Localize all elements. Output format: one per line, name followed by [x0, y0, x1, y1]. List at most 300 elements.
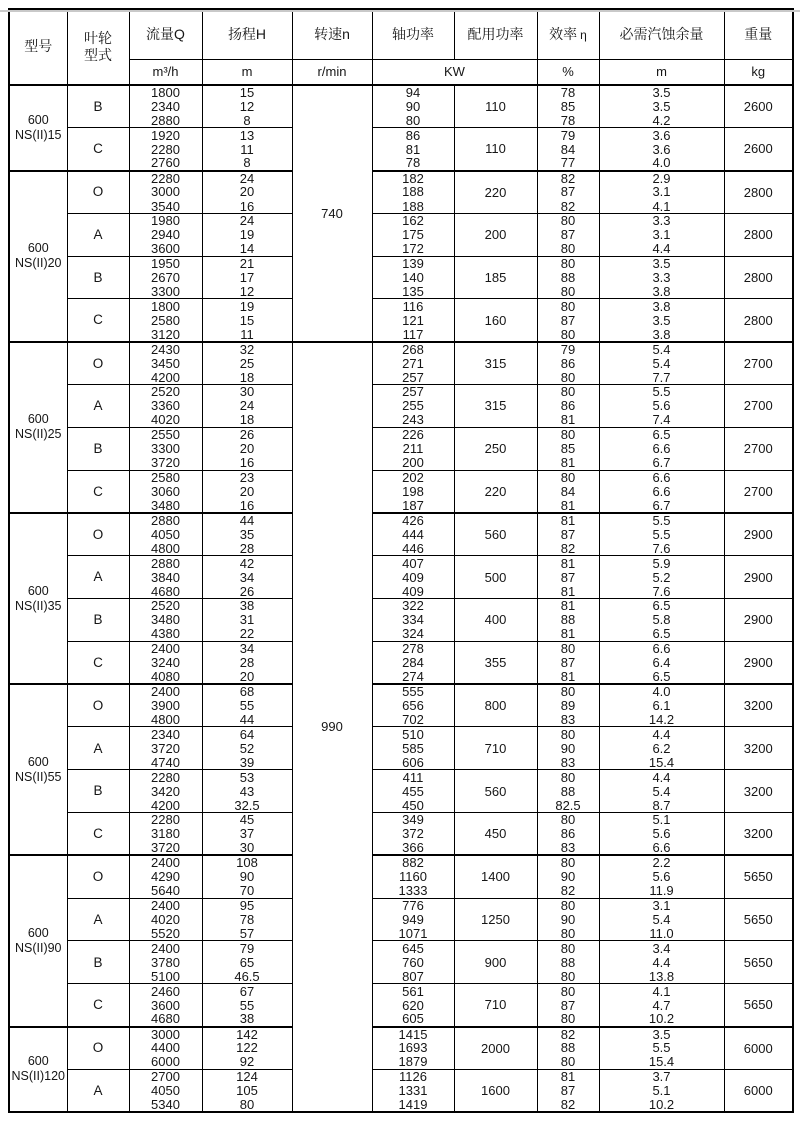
npsh-value: 7.4: [599, 413, 724, 427]
spec-row: [9, 599, 793, 613]
weight-cell: 2600: [724, 128, 793, 171]
npsh-value: 4.4: [599, 955, 724, 969]
efficiency-value: 85: [537, 99, 599, 113]
impeller-cell: A: [67, 1069, 129, 1112]
flow-value: 3450: [129, 356, 202, 370]
impeller-cell: O: [67, 1027, 129, 1070]
head-value: 68: [202, 684, 292, 698]
weight-cell: 2900: [724, 513, 793, 556]
head-value: 20: [202, 484, 292, 498]
rated-power-cell: 710: [454, 984, 537, 1027]
header-row-labels: [9, 9, 793, 59]
npsh-value: 4.0: [599, 684, 724, 698]
impeller-cell: O: [67, 855, 129, 898]
shaft-power-value: 243: [372, 413, 454, 427]
flow-value: 4800: [129, 713, 202, 727]
shaft-power-value: 121: [372, 313, 454, 327]
npsh-value: 5.6: [599, 870, 724, 884]
spec-row: [9, 427, 793, 441]
npsh-value: 6.6: [599, 841, 724, 855]
spec-row: [9, 213, 793, 227]
rated-power-cell: 355: [454, 641, 537, 684]
flow-value: 5640: [129, 884, 202, 898]
npsh-value: 3.7: [599, 1069, 724, 1083]
rated-power-cell: 400: [454, 599, 537, 642]
head-value: 8: [202, 114, 292, 128]
flow-value: 3720: [129, 841, 202, 855]
flow-value: 4740: [129, 755, 202, 769]
npsh-value: 14.2: [599, 713, 724, 727]
shaft-power-value: 257: [372, 370, 454, 384]
shaft-power-value: 444: [372, 527, 454, 541]
npsh-value: 3.3: [599, 213, 724, 227]
unit-efficiency: %: [537, 59, 599, 85]
npsh-value: 5.8: [599, 613, 724, 627]
shaft-power-value: 555: [372, 684, 454, 698]
rated-power-cell: 220: [454, 171, 537, 214]
npsh-value: 6.6: [599, 470, 724, 484]
efficiency-value: 80: [537, 684, 599, 698]
npsh-value: 2.9: [599, 171, 724, 185]
weight-cell: 2600: [724, 85, 793, 128]
shaft-power-value: 1419: [372, 1098, 454, 1112]
flow-value: 3000: [129, 1027, 202, 1041]
npsh-value: 6.5: [599, 599, 724, 613]
npsh-value: 13.8: [599, 969, 724, 983]
col-header-weight: 重量: [724, 9, 793, 59]
shaft-power-value: 620: [372, 998, 454, 1012]
flow-value: 3780: [129, 955, 202, 969]
shaft-power-value: 334: [372, 613, 454, 627]
head-value: 28: [202, 656, 292, 670]
impeller-cell: C: [67, 641, 129, 684]
shaft-power-value: 116: [372, 299, 454, 313]
weight-cell: 6000: [724, 1069, 793, 1112]
npsh-value: 2.2: [599, 855, 724, 869]
efficiency-value: 81: [537, 627, 599, 641]
efficiency-value: 90: [537, 741, 599, 755]
shaft-power-value: 188: [372, 185, 454, 199]
shaft-power-value: 702: [372, 713, 454, 727]
flow-value: 3720: [129, 741, 202, 755]
efficiency-value: 82: [537, 1098, 599, 1112]
npsh-value: 6.2: [599, 741, 724, 755]
efficiency-value: 80: [537, 370, 599, 384]
efficiency-value: 81: [537, 670, 599, 684]
flow-value: 2880: [129, 114, 202, 128]
head-value: 31: [202, 613, 292, 627]
weight-cell: 2700: [724, 470, 793, 513]
npsh-value: 6.6: [599, 442, 724, 456]
shaft-power-value: 182: [372, 171, 454, 185]
npsh-value: 10.2: [599, 1012, 724, 1026]
efficiency-value: 80: [537, 242, 599, 256]
col-header-efficiency: [537, 9, 599, 59]
head-value: 14: [202, 242, 292, 256]
weight-cell: 2700: [724, 385, 793, 428]
shaft-power-value: 426: [372, 513, 454, 527]
npsh-value: 11.0: [599, 927, 724, 941]
shaft-power-value: 135: [372, 285, 454, 299]
head-value: 17: [202, 270, 292, 284]
flow-value: 6000: [129, 1055, 202, 1069]
flow-value: 2580: [129, 470, 202, 484]
head-value: 80: [202, 1098, 292, 1112]
rated-power-cell: 220: [454, 470, 537, 513]
head-value: 8: [202, 156, 292, 170]
spec-row: [9, 1027, 793, 1041]
npsh-value: 6.5: [599, 627, 724, 641]
head-value: 55: [202, 998, 292, 1012]
shaft-power-value: 198: [372, 484, 454, 498]
flow-value: 3900: [129, 698, 202, 712]
shaft-power-value: 200: [372, 456, 454, 470]
shaft-power-value: 882: [372, 855, 454, 869]
npsh-value: 3.4: [599, 941, 724, 955]
rated-power-cell: 450: [454, 813, 537, 856]
flow-value: 3300: [129, 285, 202, 299]
rated-power-cell: 900: [454, 941, 537, 984]
shaft-power-value: 409: [372, 584, 454, 598]
weight-cell: 3200: [724, 727, 793, 770]
model-code: NS(II)120: [11, 1069, 65, 1084]
shaft-power-value: 81: [372, 142, 454, 156]
head-value: 34: [202, 570, 292, 584]
npsh-value: 4.4: [599, 770, 724, 784]
head-value: 38: [202, 599, 292, 613]
spec-row: [9, 684, 793, 698]
head-value: 16: [202, 199, 292, 213]
flow-value: 2580: [129, 313, 202, 327]
impeller-cell: B: [67, 599, 129, 642]
impeller-cell: O: [67, 684, 129, 727]
flow-value: 4050: [129, 527, 202, 541]
impeller-cell: O: [67, 513, 129, 556]
impeller-cell: C: [67, 128, 129, 171]
weight-cell: 2800: [724, 171, 793, 214]
weight-cell: 3200: [724, 770, 793, 813]
efficiency-value: 80: [537, 299, 599, 313]
npsh-value: 3.8: [599, 285, 724, 299]
spec-row: [9, 641, 793, 655]
flow-value: 4290: [129, 870, 202, 884]
spec-row: [9, 1069, 793, 1083]
impeller-cell: B: [67, 85, 129, 128]
head-value: 52: [202, 741, 292, 755]
flow-value: 5520: [129, 927, 202, 941]
rated-power-cell: 560: [454, 513, 537, 556]
impeller-cell: O: [67, 342, 129, 385]
col-header-shaft-power: 轴功率: [372, 9, 454, 59]
head-value: 64: [202, 727, 292, 741]
weight-cell: 2700: [724, 427, 793, 470]
flow-value: 5340: [129, 1098, 202, 1112]
npsh-value: 5.9: [599, 556, 724, 570]
flow-value: 2760: [129, 156, 202, 170]
rated-power-cell: 200: [454, 213, 537, 256]
head-value: 30: [202, 841, 292, 855]
efficiency-value: 87: [537, 185, 599, 199]
efficiency-value: 81: [537, 584, 599, 598]
efficiency-value: 84: [537, 484, 599, 498]
flow-value: 2340: [129, 727, 202, 741]
head-value: 57: [202, 927, 292, 941]
npsh-value: 3.6: [599, 128, 724, 142]
shaft-power-value: 605: [372, 1012, 454, 1026]
efficiency-value: 83: [537, 841, 599, 855]
impeller-cell: A: [67, 385, 129, 428]
weight-cell: 5650: [724, 984, 793, 1027]
impeller-cell: C: [67, 984, 129, 1027]
npsh-value: 5.6: [599, 399, 724, 413]
npsh-value: 15.4: [599, 755, 724, 769]
efficiency-value: 82: [537, 884, 599, 898]
head-value: 32: [202, 342, 292, 356]
flow-value: 5100: [129, 969, 202, 983]
head-value: 16: [202, 456, 292, 470]
npsh-value: 3.1: [599, 185, 724, 199]
head-value: 46.5: [202, 969, 292, 983]
shaft-power-value: 78: [372, 156, 454, 170]
shaft-power-value: 949: [372, 912, 454, 926]
spec-row: [9, 256, 793, 270]
unit-npsh: m: [599, 59, 724, 85]
efficiency-value: 80: [537, 1055, 599, 1069]
shaft-power-value: 1415: [372, 1027, 454, 1041]
model-series: 600: [27, 925, 49, 940]
flow-value: 2700: [129, 1069, 202, 1083]
weight-cell: 5650: [724, 855, 793, 898]
impeller-cell: O: [67, 171, 129, 214]
efficiency-value: 88: [537, 613, 599, 627]
rated-power-cell: 315: [454, 385, 537, 428]
efficiency-value: 80: [537, 470, 599, 484]
head-value: 42: [202, 556, 292, 570]
flow-value: 3180: [129, 827, 202, 841]
head-value: 26: [202, 427, 292, 441]
head-value: 38: [202, 1012, 292, 1026]
efficiency-value: 82: [537, 542, 599, 556]
spec-row: [9, 299, 793, 313]
model-series: 600: [27, 1054, 49, 1069]
head-value: 24: [202, 213, 292, 227]
rated-power-cell: 185: [454, 256, 537, 299]
col-header-head: 扬程H: [202, 9, 292, 59]
rated-power-cell: 1250: [454, 898, 537, 941]
rated-power-cell: 560: [454, 770, 537, 813]
shaft-power-value: 1333: [372, 884, 454, 898]
efficiency-value: 80: [537, 898, 599, 912]
shaft-power-value: 1331: [372, 1084, 454, 1098]
flow-value: 2460: [129, 984, 202, 998]
spec-row: [9, 984, 793, 998]
npsh-value: 4.0: [599, 156, 724, 170]
flow-value: 2280: [129, 770, 202, 784]
head-value: 20: [202, 670, 292, 684]
head-value: 142: [202, 1027, 292, 1041]
flow-value: 4020: [129, 413, 202, 427]
efficiency-value: 80: [537, 641, 599, 655]
efficiency-value: 87: [537, 1084, 599, 1098]
shaft-power-value: 94: [372, 85, 454, 99]
rated-power-cell: 110: [454, 128, 537, 171]
weight-cell: 2700: [724, 342, 793, 385]
col-header-impeller-line2: 型式: [84, 47, 112, 63]
head-value: 18: [202, 413, 292, 427]
head-value: 43: [202, 784, 292, 798]
npsh-value: 5.5: [599, 513, 724, 527]
efficiency-value: 80: [537, 213, 599, 227]
shaft-power-value: 268: [372, 342, 454, 356]
efficiency-value: 83: [537, 755, 599, 769]
model-cell: [9, 684, 67, 855]
weight-cell: 2900: [724, 556, 793, 599]
flow-value: 3840: [129, 570, 202, 584]
npsh-value: 3.3: [599, 270, 724, 284]
npsh-value: 6.4: [599, 656, 724, 670]
shaft-power-value: 1160: [372, 870, 454, 884]
impeller-cell: B: [67, 427, 129, 470]
pump-spec-table: [8, 8, 794, 1113]
efficiency-value: 82: [537, 171, 599, 185]
col-header-impeller-line1: 叶轮: [84, 29, 112, 46]
flow-value: 4200: [129, 798, 202, 812]
efficiency-label: 效率: [549, 25, 578, 42]
weight-cell: 5650: [724, 898, 793, 941]
impeller-cell: A: [67, 213, 129, 256]
head-value: 122: [202, 1041, 292, 1055]
model-cell: [9, 85, 67, 171]
efficiency-value: 87: [537, 313, 599, 327]
efficiency-value: 86: [537, 399, 599, 413]
rated-power-cell: 710: [454, 727, 537, 770]
efficiency-value: 80: [537, 969, 599, 983]
shaft-power-value: 324: [372, 627, 454, 641]
model-code: NS(II)25: [14, 427, 62, 442]
npsh-value: 7.7: [599, 370, 724, 384]
head-value: 26: [202, 584, 292, 598]
npsh-value: 7.6: [599, 542, 724, 556]
flow-value: 1980: [129, 213, 202, 227]
efficiency-value: 80: [537, 770, 599, 784]
efficiency-value: 86: [537, 827, 599, 841]
npsh-value: 5.4: [599, 356, 724, 370]
efficiency-value: 80: [537, 427, 599, 441]
npsh-value: 4.4: [599, 242, 724, 256]
npsh-value: 6.1: [599, 698, 724, 712]
flow-value: 2400: [129, 641, 202, 655]
efficiency-value: 80: [537, 927, 599, 941]
shaft-power-value: 226: [372, 427, 454, 441]
head-value: 37: [202, 827, 292, 841]
npsh-value: 15.4: [599, 1055, 724, 1069]
impeller-cell: A: [67, 727, 129, 770]
spec-row: [9, 171, 793, 185]
weight-cell: 2900: [724, 641, 793, 684]
head-value: 65: [202, 955, 292, 969]
flow-value: 2430: [129, 342, 202, 356]
efficiency-value: 88: [537, 784, 599, 798]
shaft-power-value: 510: [372, 727, 454, 741]
rated-power-cell: 250: [454, 427, 537, 470]
flow-value: 2520: [129, 385, 202, 399]
model-code: NS(II)20: [14, 256, 62, 271]
shaft-power-value: 411: [372, 770, 454, 784]
efficiency-value: 89: [537, 698, 599, 712]
col-header-impeller: [67, 9, 129, 85]
shaft-power-value: 172: [372, 242, 454, 256]
head-value: 24: [202, 399, 292, 413]
head-value: 44: [202, 713, 292, 727]
shaft-power-value: 606: [372, 755, 454, 769]
flow-value: 2400: [129, 941, 202, 955]
npsh-value: 8.7: [599, 798, 724, 812]
flow-value: 3600: [129, 242, 202, 256]
efficiency-value: 79: [537, 128, 599, 142]
efficiency-value: 81: [537, 499, 599, 513]
shaft-power-value: 561: [372, 984, 454, 998]
npsh-value: 4.2: [599, 114, 724, 128]
unit-flow: m³/h: [129, 59, 202, 85]
model-code: NS(II)35: [14, 598, 62, 613]
col-header-flow: 流量Q: [129, 9, 202, 59]
efficiency-value: 81: [537, 599, 599, 613]
shaft-power-value: 202: [372, 470, 454, 484]
model-series: 600: [27, 241, 49, 256]
efficiency-value: 80: [537, 285, 599, 299]
npsh-value: 3.5: [599, 256, 724, 270]
head-value: 28: [202, 542, 292, 556]
efficiency-value: 85: [537, 442, 599, 456]
efficiency-value: 81: [537, 456, 599, 470]
flow-value: 3360: [129, 399, 202, 413]
shaft-power-value: 585: [372, 741, 454, 755]
rated-power-cell: 315: [454, 342, 537, 385]
shaft-power-value: 776: [372, 898, 454, 912]
head-value: 15: [202, 85, 292, 99]
flow-value: 4680: [129, 584, 202, 598]
spec-row: [9, 513, 793, 527]
spec-row: [9, 813, 793, 827]
efficiency-value: 90: [537, 870, 599, 884]
weight-cell: 2800: [724, 213, 793, 256]
npsh-value: 6.6: [599, 484, 724, 498]
shaft-power-value: 139: [372, 256, 454, 270]
efficiency-value: 88: [537, 955, 599, 969]
speed-cell: 740: [292, 85, 372, 342]
head-value: 34: [202, 641, 292, 655]
spec-row: [9, 385, 793, 399]
weight-cell: 3200: [724, 684, 793, 727]
head-value: 24: [202, 171, 292, 185]
flow-value: 2670: [129, 270, 202, 284]
spec-row: [9, 770, 793, 784]
spec-row: [9, 556, 793, 570]
model-cell: [9, 855, 67, 1026]
rated-power-cell: 500: [454, 556, 537, 599]
head-value: 11: [202, 142, 292, 156]
col-header-npsh: 必需汽蚀余量: [599, 9, 724, 59]
eta-symbol: η: [580, 27, 587, 42]
efficiency-value: 87: [537, 527, 599, 541]
head-value: 78: [202, 912, 292, 926]
shaft-power-value: 807: [372, 969, 454, 983]
npsh-value: 3.1: [599, 228, 724, 242]
efficiency-value: 90: [537, 912, 599, 926]
flow-value: 4400: [129, 1041, 202, 1055]
efficiency-value: 87: [537, 998, 599, 1012]
npsh-value: 6.7: [599, 456, 724, 470]
